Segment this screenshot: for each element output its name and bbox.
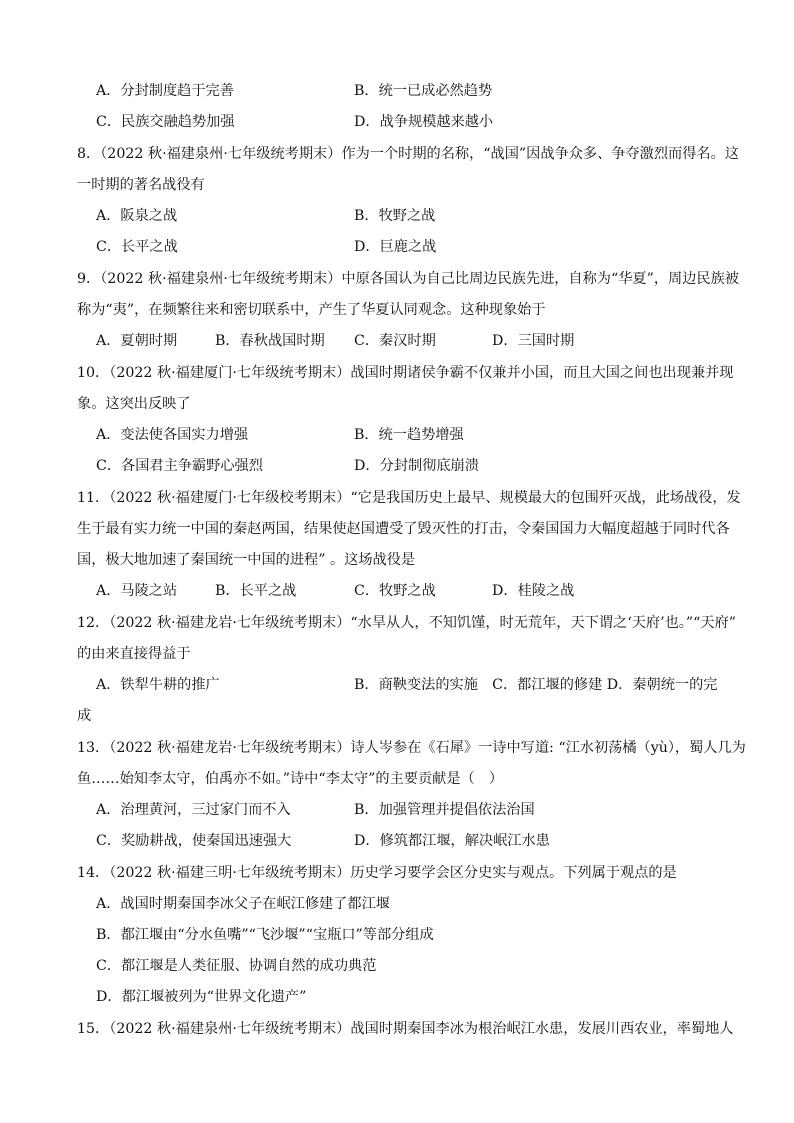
- question-11-stem-cont: 生于最有实力统一中国的秦赵两国，结果使赵国遭受了毁灭性的打击，令秦国国力大幅度超越于同时代各: [77, 521, 730, 537]
- question-11-option-b: B．长平之战: [215, 583, 297, 599]
- question-9-stem: 9．（2022 秋·福建泉州·七年级统考期末）中原各国认为自己比周边民族先进，自称为“华夏”，周边民族被: [77, 271, 739, 287]
- question-12-stem-cont: 的由来直接得益于: [77, 646, 191, 662]
- question-12-options-bcd: B．商鞅变法的实施 C．都江堰的修建 D．秦朝统一的完: [354, 677, 718, 693]
- question-11-option-c: C．牧野之战: [354, 583, 436, 599]
- question-11-stem-cont2: 国，极大地加速了秦国统一中国的进程” 。这场战役是: [77, 552, 416, 568]
- question-10-option-d: D．分封制彻底崩溃: [354, 458, 479, 474]
- question-10-stem: 10．（2022 秋·福建厦门·七年级统考期末）战国时期诸侯争霸不仅兼并小国，而且大国之间也出现兼并现: [77, 365, 734, 381]
- question-10-option-a: A．变法使各国实力增强: [96, 427, 249, 443]
- question-13-option-d: D．修筑都江堰，解决岷江水患: [354, 833, 550, 849]
- question-13-option-a: A．治理黄河，三过家门而不入: [96, 802, 291, 818]
- question-13-option-c: C．奖励耕战，使秦国迅速强大: [96, 833, 292, 849]
- question-12-stem: 12．（2022 秋·福建龙岩·七年级统考期末）“水旱从人，不知饥馑，时无荒年，天下谓之‘天府’也。”“天府”: [77, 615, 737, 631]
- option-d: D．战争规模越来越小: [354, 114, 494, 130]
- question-9-stem-cont: 称为“夷”，在频繁往来和密切联系中，产生了华夏认同观念。这种现象始于: [77, 302, 546, 318]
- question-14-option-d: D．都江堰被列为“世界文化遗产”: [96, 989, 307, 1005]
- question-12-option-d-cont: 成: [77, 708, 92, 724]
- question-9-option-a: A．夏朝时期: [96, 333, 178, 349]
- question-14-option-b: B．都江堰由“分水鱼嘴”“飞沙堰”“宝瓶口”等部分组成: [96, 927, 434, 943]
- question-8-option-b: B．牧野之战: [354, 208, 436, 224]
- option-a: A．分封制度趋于完善: [96, 83, 234, 99]
- question-11-stem: 11．（2022 秋·福建厦门·七年级校考期末）“它是我国历史上最早、规模最大的包围歼灭战，此场战役，发: [77, 490, 741, 506]
- question-14-option-a: A．战国时期秦国李冰父子在岷江修建了都江堰: [96, 896, 390, 912]
- question-11-option-a: A．马陵之站: [96, 583, 178, 599]
- question-13-stem: 13．（2022 秋·福建龙岩·七年级统考期末）诗人岑参在《石犀》一诗中写道: “江水初荡橘（yù），蜀人几为: [77, 740, 746, 756]
- question-9-option-c: C．秦汉时期: [354, 333, 436, 349]
- question-9-option-d: D．三国时期: [492, 333, 575, 349]
- question-14-stem: 14．（2022 秋·福建三明·七年级统考期末）历史学习要学会区分史实与观点。下列属于观点的是: [77, 865, 677, 881]
- question-10-stem-cont: 象。这突出反映了: [77, 396, 191, 412]
- question-13-option-b: B．加强管理并提倡依法治国: [354, 802, 535, 818]
- question-14-option-c: C．都江堰是人类征服、协调自然的成功典范: [96, 958, 377, 974]
- question-8-stem-cont: 一时期的著名战役有: [77, 177, 205, 193]
- question-10-option-c: C．各国君主争霸野心强烈: [96, 458, 263, 474]
- question-8-option-d: D．巨鹿之战: [354, 239, 437, 255]
- question-8-stem: 8．（2022 秋·福建泉州·七年级统考期末）作为一个时期的名称，“战国”因战争众多、争夺激烈而得名。这: [77, 146, 739, 162]
- question-10-option-b: B．统一趋势增强: [354, 427, 464, 443]
- option-c: C．民族交融趋势加强: [96, 114, 235, 130]
- question-11-option-d: D．桂陵之战: [492, 583, 575, 599]
- question-9-option-b: B．春秋战国时期: [215, 333, 325, 349]
- question-12-option-a: A．铁犁牛耕的推广: [96, 677, 220, 693]
- question-15-stem: 15．（2022 秋·福建泉州·七年级统考期末）战国时期秦国李冰为根治岷江水患，发展川西农业，率蜀地人: [77, 1021, 734, 1037]
- question-8-option-a: A．阪泉之战: [96, 208, 178, 224]
- question-8-option-c: C．长平之战: [96, 239, 178, 255]
- option-b: B．统一已成必然趋势: [354, 83, 493, 99]
- question-13-stem-cont: 鱼……始知李太守，伯禹亦不如。”诗中“李太守”的主要贡献是（ ）: [77, 771, 504, 787]
